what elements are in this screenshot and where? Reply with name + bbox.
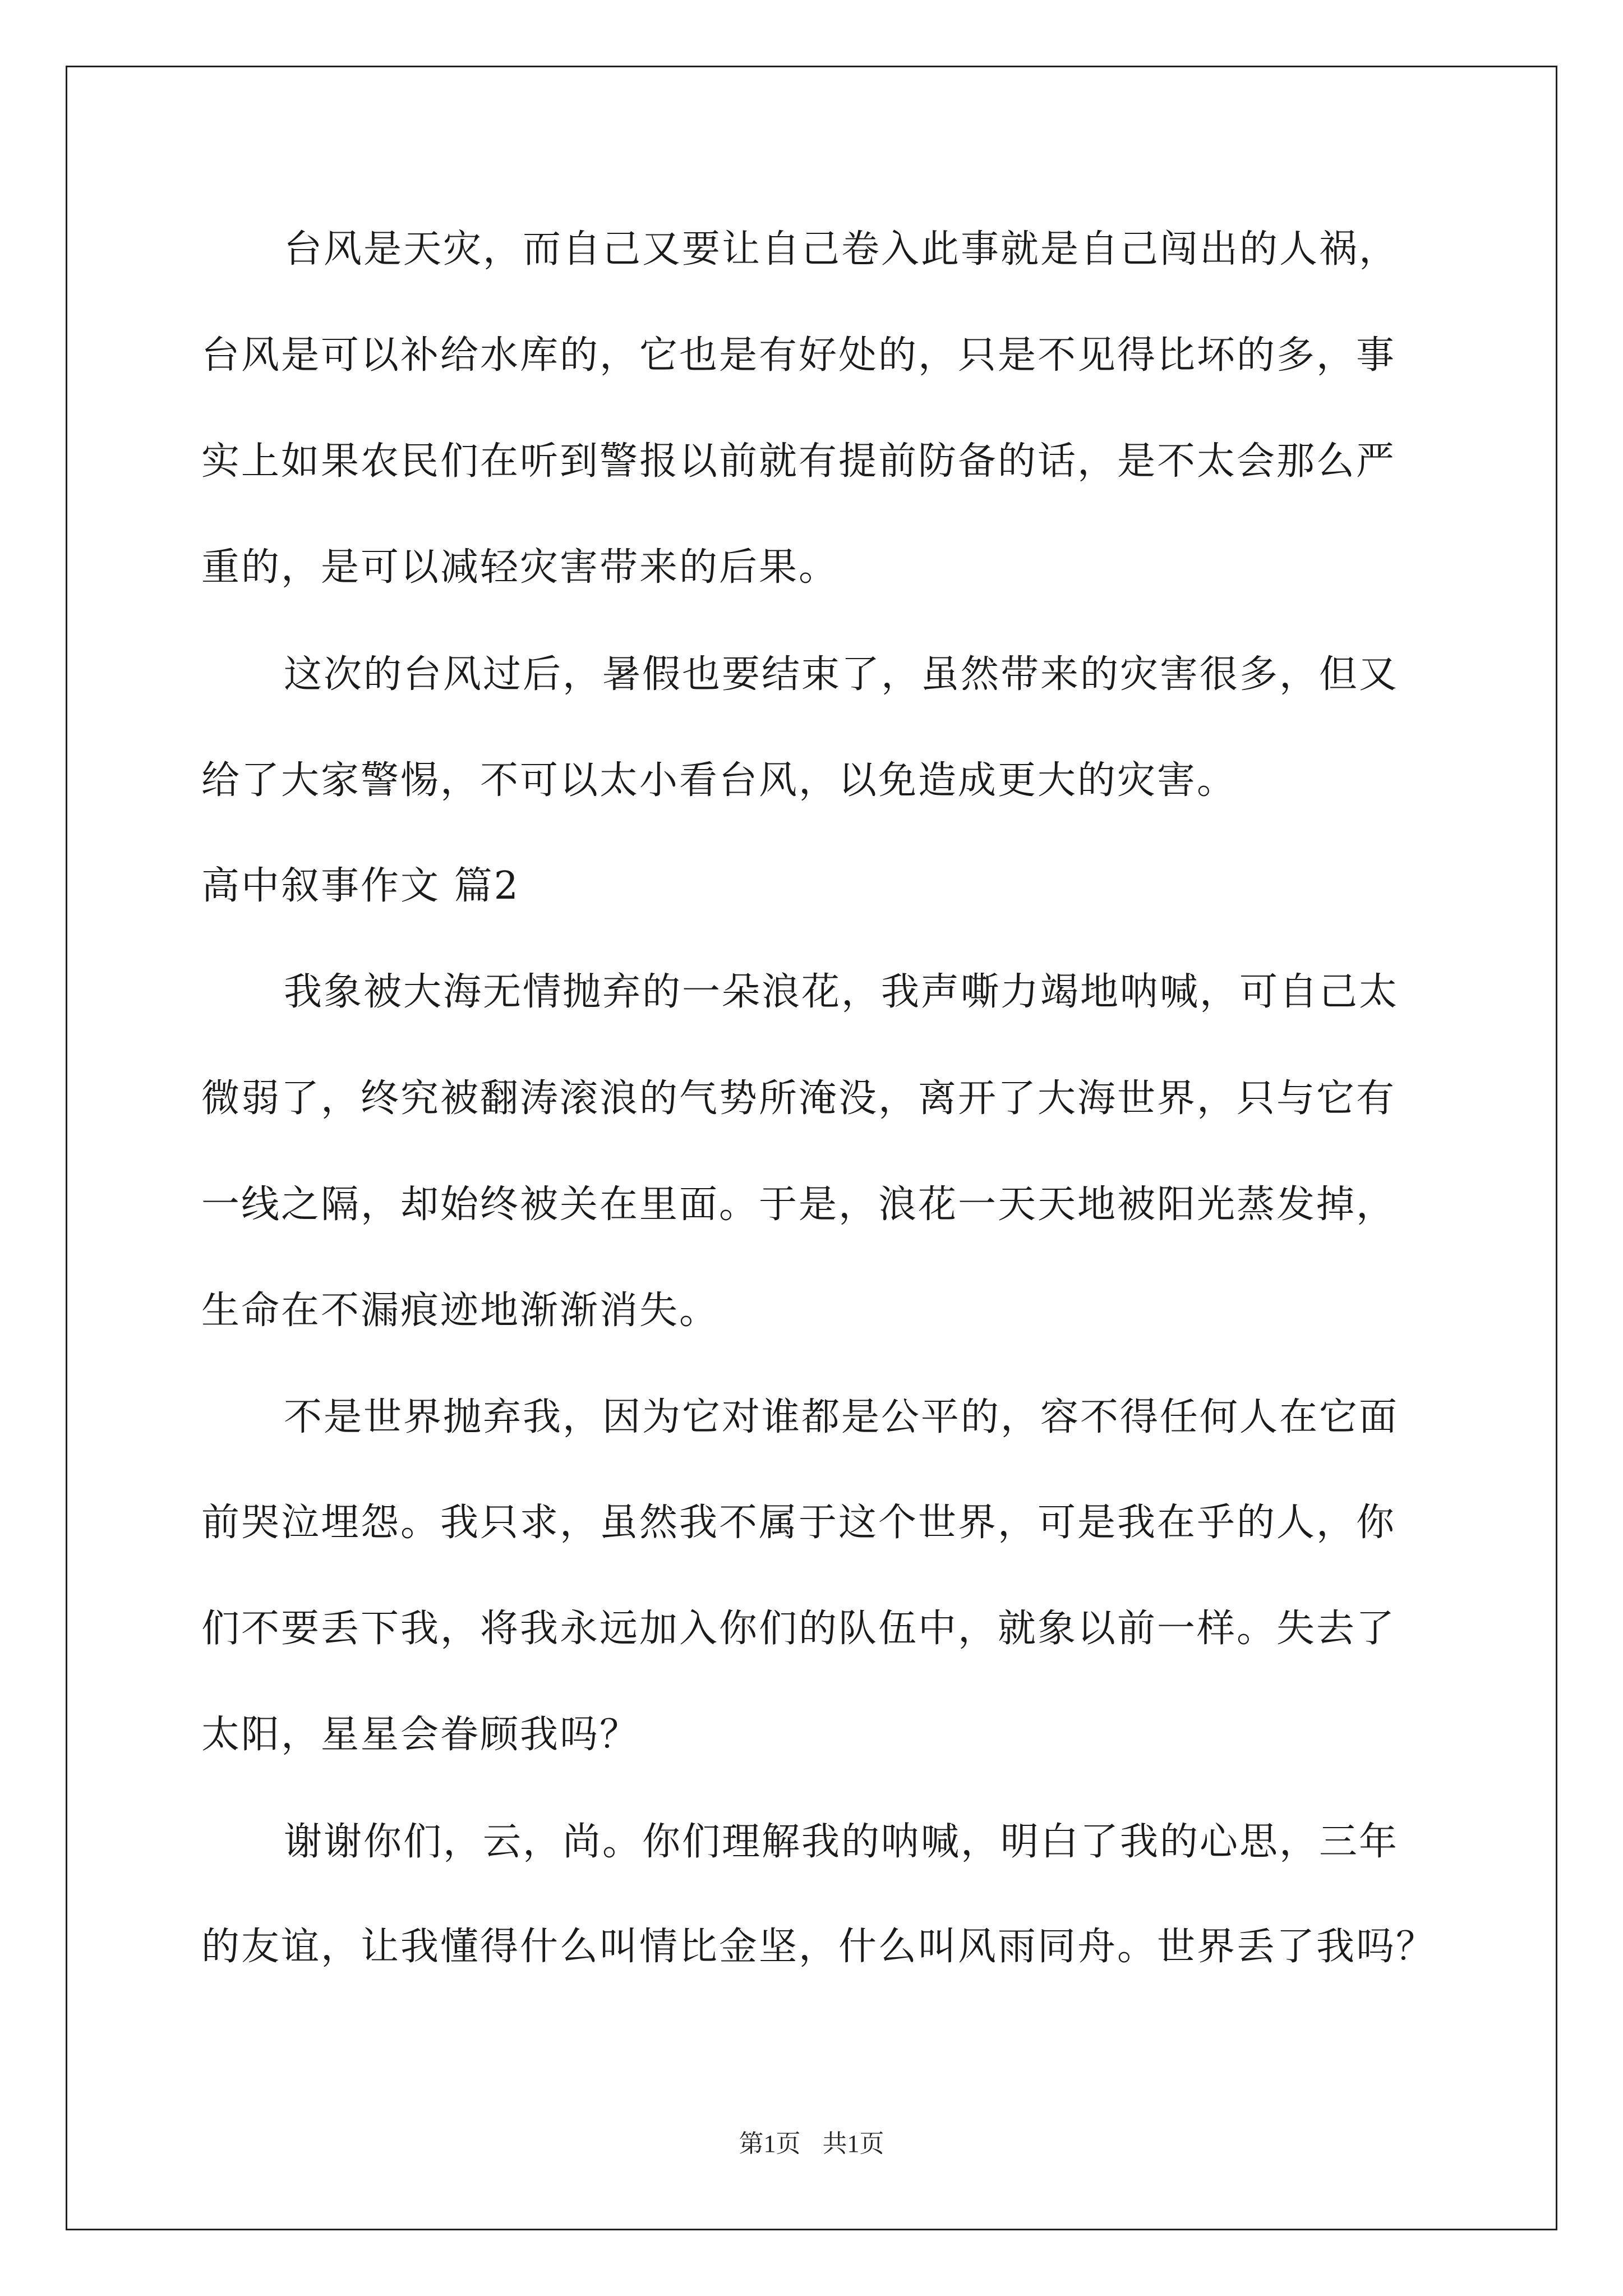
- paragraph-line: 我象被大海无情抛弃的一朵浪花，我声嘶力竭地呐喊，可自己太: [284, 970, 1399, 1014]
- paragraph-line: 一线之隔，却始终被关在里面。于是，浪花一天天地被阳光蒸发掉，: [201, 1182, 1396, 1227]
- paragraph-line: 给了大家警惕，不可以太小看台风，以免造成更大的灾害。: [201, 758, 1237, 803]
- paragraph-line: 前哭泣埋怨。我只求，虽然我不属于这个世界，可是我在乎的人，你: [201, 1501, 1396, 1545]
- paragraph-line: 的友谊，让我懂得什么叫情比金坚，什么叫风雨同舟。世界丢了我吗？: [201, 1925, 1436, 1969]
- page-border: [66, 66, 1557, 2230]
- paragraph-line: 台风是可以补给水库的，它也是有好处的，只是不见得比坏的多，事: [201, 333, 1396, 378]
- paragraph-line: 这次的台风过后，暑假也要结束了，虽然带来的灾害很多，但又: [284, 652, 1399, 697]
- paragraph-line: 微弱了，终究被翻涛滚浪的气势所淹没，离开了大海世界，只与它有: [201, 1076, 1396, 1121]
- page-footer: [0, 2127, 1623, 2161]
- section-heading: 高中叙事作文 篇2: [201, 864, 520, 908]
- paragraph-line: 谢谢你们，云，尚。你们理解我的呐喊，明白了我的心思，三年: [284, 1820, 1399, 1864]
- paragraph-line: 生命在不漏痕迹地渐渐消失。: [201, 1289, 720, 1333]
- paragraph-line: 太阳，星星会眷顾我吗？: [201, 1713, 640, 1757]
- paragraph-line: 重的，是可以减轻灾害带来的后果。: [201, 545, 839, 590]
- paragraph-line: 台风是天灾，而自己又要让自己卷入此事就是自己闯出的人祸，: [284, 227, 1399, 272]
- paragraph-line: 实上如果农民们在听到警报以前就有提前防备的话，是不太会那么严: [201, 439, 1396, 484]
- paragraph-line: 不是世界抛弃我，因为它对谁都是公平的，容不得任何人在它面: [284, 1395, 1399, 1439]
- paragraph-line: 们不要丢下我，将我永远加入你们的队伍中，就象以前一样。失去了: [201, 1607, 1396, 1651]
- page-total: 共1页: [822, 2130, 884, 2157]
- page-number: 第1页: [739, 2130, 801, 2157]
